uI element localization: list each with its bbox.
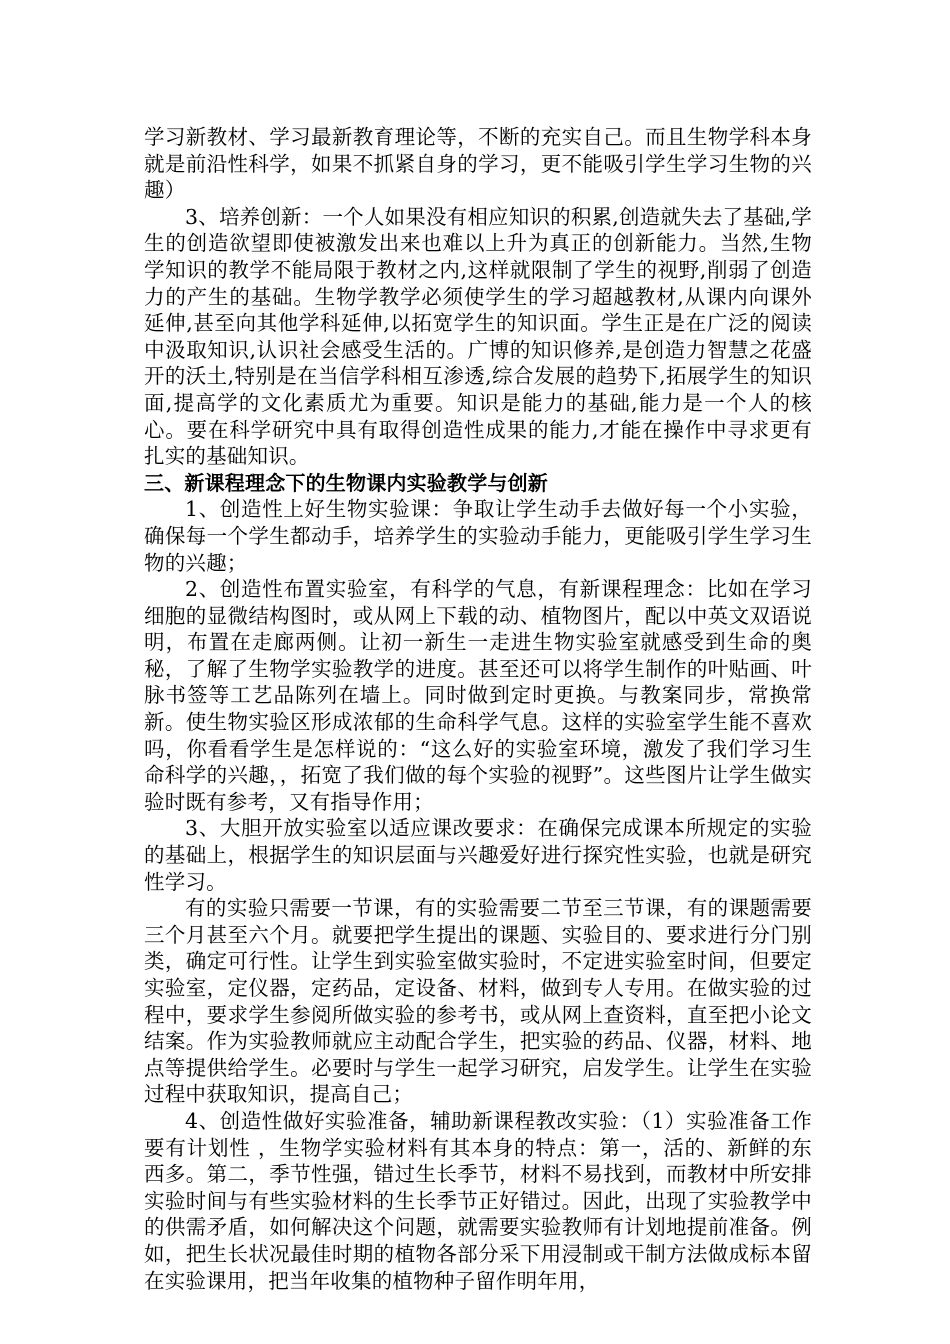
paragraph-innovation: 3、培养创新：一个人如果没有相应知识的积累,创造就失去了基础,学生的创造欲望即使被激发出来也难以上升为真正的创新能力。当然,生物学知识的教学不能局限于教材之内,这样就限制了学生的视野,削弱了创造力的产生的基础。生物学教学必须使学生的学习超越教材,从课内向课外延伸,甚至向其他学科延伸,以拓宽学生的知识面。学生正是在广泛的阅读中汲取知识,认识社会感受生活的。广博的知识修养,是创造力智慧之花盛开的沃土,特别是在当信学科相互渗透,综合发展的趋势下,拓展学生的知识面,提高学的文化素质尤为重要。知识是能力的基础,能力是一个人的核心。要在科学研究中具有取得创造性成果的能力,才能在操作中寻求更有扎实的基础知识。	[144, 204, 812, 469]
paragraph-item-3: 3、大胆开放实验室以适应课改要求：在确保完成课本所规定的实验的基础上，根据学生的知识层面与兴趣爱好进行探究性实验，也就是研究性学习。	[144, 816, 812, 894]
document-page	[144, 124, 812, 1294]
paragraph-item-1: 1、创造性上好生物实验课：争取让学生动手去做好每一个小实验，确保每一个学生都动手，培养学生的实验动手能力，更能吸引学生学习生物的兴趣；	[144, 497, 812, 575]
paragraph-item-4: 4、创造性做好实验准备，辅助新课程教改实验：（1）实验准备工作要有计划性 ，生物学实验材料有其本身的特点：第一，活的、新鲜的东西多。第二，季节性强，错过生长季节，材料不易找到，而教材中所安排实验时间与有些实验材料的生长季节正好错过。因此，出现了实验教学中的供需矛盾，如何解决这个问题，就需要实验教师有计划地提前准备。例如，把生长状况最佳时期的植物各部分采下用浸制或干制方法做成标本留在实验课用，把当年收集的植物种子留作明年用，	[144, 1108, 812, 1293]
section-heading: 三、新课程理念下的生物课内实验教学与创新	[144, 470, 548, 495]
paragraph-item-3-continued: 有的实验只需要一节课，有的实验需要二节至三节课，有的课题需要三个月甚至六个月。就要把学生提出的课题、实验目的、要求进行分门别类，确定可行性。让学生到实验室做实验时，不定进实验室时间，但要定实验室，定仪器，定药品，定设备、材料，做到专人专用。在做实验的过程中，要求学生参阅所做实验的参考书，或从网上查资料，直至把小论文结案。作为实验教师就应主动配合学生，把实验的药品、仪器，材料、地点等提供给学生。必要时与学生一起学习研究，启发学生。让学生在实验过程中获取知识，提高自己；	[144, 896, 812, 1107]
paragraph-item-2: 2、创造性布置实验室，有科学的气息，有新课程理念：比如在学习细胞的显微结构图时，或从网上下载的动、植物图片，配以中英文双语说明，布置在走廊两侧。让初一新生一走进生物实验室就感受到生命的奥秘，了解了生物学实验教学的进度。甚至还可以将学生制作的叶贴画、叶脉书签等工艺品陈列在墙上。同时做到定时更换。与教案同步，常换常新。使生物实验区形成浓郁的生命科学气息。这样的实验室学生能不喜欢吗，你看看学生是怎样说的：“这么好的实验室环境，激发了我们学习生命科学的兴趣，，拓宽了我们做的每个实验的视野”。这些图片让学生做实验时既有参考，又有指导作用；	[144, 577, 812, 814]
paragraph-intro: 学习新教材、学习最新教育理论等，不断的充实自己。而且生物学科本身就是前沿性科学，如果不抓紧自身的学习，更不能吸引学生学习生物的兴趣）	[144, 125, 812, 203]
